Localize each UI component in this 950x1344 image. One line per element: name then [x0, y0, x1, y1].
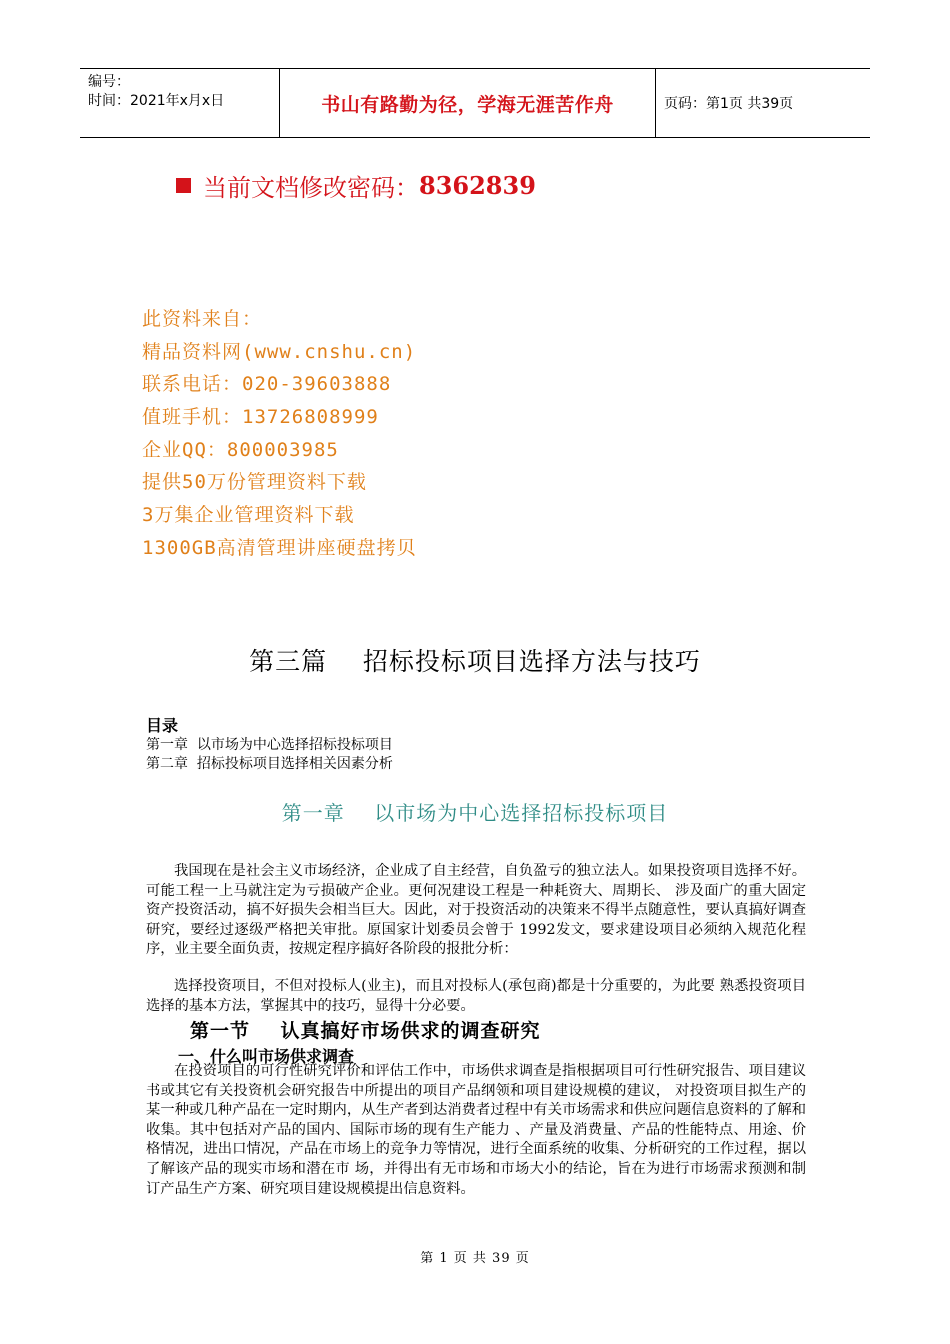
source-line: 此资料来自：: [142, 308, 263, 330]
motto-text: 书山有路勤为径，学海无涯苦作舟: [321, 93, 614, 116]
header-meta: [80, 69, 280, 137]
chapter-title: 第一章 以市场为中心选择招标投标项目: [281, 801, 669, 825]
source-line: 企业QQ：800003985: [142, 438, 339, 461]
part-title: 第三篇 招标投标项目选择方法与技巧: [249, 647, 701, 676]
time-label: 时间：2021年x月x日: [88, 93, 225, 109]
password-label: 当前文档修改密码：: [203, 174, 419, 202]
page-footer: 第 1 页 共 39 页: [420, 1251, 530, 1266]
paragraph: 在投资项目的可行性研究评价和评估工作中，市场供求调查是指根据项目可行性研究报告、项目建议书或其它有关投资机会研究报告中所提出的项目产品纲领和项目建设规模的建议， 对投资项目拟生产的某一种或几种产品在一定时期内，从生产者到达消费者过程中有关市场需求和供应问题信息资料的了解和收集。其中包括对产品的国内、国际市场的现有生产能力 、产量及消费量、产品的性能特点、用途、价格情况，进出口情况，产品在市场上的竞争力等情况，进行全面系统的收集、分析研究的工作过程，据以了解该产品的现实市场和潜在市 场，并得出有无市场和市场大小的结论，旨在为进行市场需求预测和制订产品生产方案、研究项目建设规模提出信息资料。: [146, 1063, 806, 1197]
toc-item: 第一章 以市场为中心选择招标投标项目: [146, 737, 393, 753]
source-line: 联系电话：020-39603888: [142, 373, 392, 396]
source-line: 1300GB高清管理讲座硬盘拷贝: [142, 536, 417, 559]
source-line: 提供50万份管理资料下载: [142, 471, 367, 494]
password-code: 8362839: [419, 171, 536, 200]
subsection-title: 一、什么叫市场供求调查: [178, 1047, 355, 1066]
source-line: 精品资料网(www.cnshu.cn): [142, 340, 417, 363]
toc-item: 第二章 招标投标项目选择相关因素分析: [146, 756, 393, 772]
table-of-contents: [146, 716, 393, 774]
number-label: 编号：: [88, 74, 130, 90]
paragraph: 选择投资项目，不但对投标人(业主)，而且对投标人(承包商)都是十分重要的，为此要 熟悉投资项目选择的基本方法，掌握其中的技巧，显得十分必要。: [146, 978, 806, 1014]
source-line: 3万集企业管理资料下载: [142, 504, 355, 527]
section-title: 第一节 认真搞好市场供求的调查研究: [190, 1020, 541, 1042]
red-square-icon: [176, 178, 191, 193]
paragraph: 我国现在是社会主义市场经济，企业成了自主经营，自负盈亏的独立法人。如果投资项目选择不好。可能工程一上马就注定为亏损破产企业。更何况建设工程是一种耗资大、周期长、 涉及面广的重大固定资产投资活动，搞不好损失会相当巨大。因此，对于投资活动的决策来不得半点随意性，要认真搞好调查研究，要经过逐级严格把关审批。原国家计划委员会曾于 1992发文，要求建设项目必须纳入规范化程序，业主要全面负责，按规定程序搞好各阶段的报批分析：: [146, 863, 806, 958]
toc-heading: 目录: [146, 716, 179, 735]
document-header: [80, 68, 870, 138]
header-page-info: [656, 69, 870, 137]
page-info-text: 页码：第1页 共39页: [664, 96, 794, 112]
source-info: [142, 303, 417, 565]
password-notice: [176, 168, 536, 203]
source-line: 值班手机：13726808999: [142, 406, 379, 429]
header-motto: [280, 69, 656, 137]
